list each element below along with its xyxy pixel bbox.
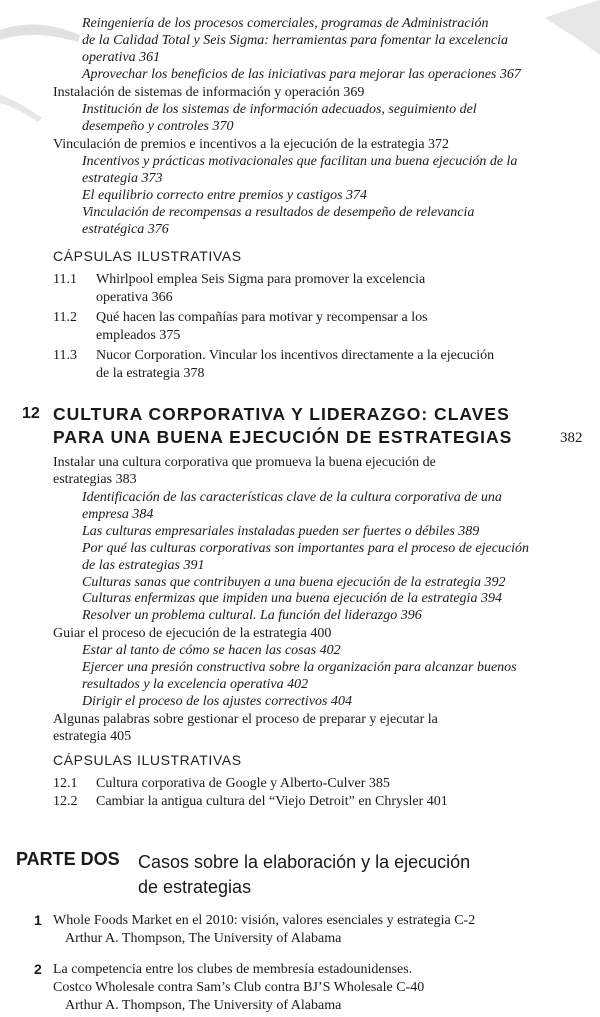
scan-smudge-top-left [0, 0, 90, 140]
toc-entry: estrategias 383 [53, 472, 137, 487]
chapter-number: 12 [22, 405, 40, 422]
capsula-number: 11.1 [53, 272, 77, 287]
case-number: 2 [34, 961, 42, 977]
toc-entry: Guiar el proceso de ejecución de la estrategia 400 [53, 626, 332, 641]
toc-subentry: Por qué las culturas corporativas son importantes para el proceso de ejecución [82, 541, 530, 556]
capsula-title: operativa 366 [96, 290, 173, 305]
case-title: Costco Wholesale contra Sam’s Club contra BJ’S Wholesale C-40 [53, 980, 425, 995]
capsulas-heading: CÁPSULAS ILUSTRATIVAS [53, 248, 242, 264]
capsula-number: 12.1 [53, 776, 78, 791]
case-title: La competencia entre los clubes de membresía estadounidenses. [53, 962, 413, 977]
toc-entry: Instalación de sistemas de información y operación 369 [53, 85, 365, 100]
toc-subentry: El equilibrio correcto entre premios y castigos 374 [82, 188, 368, 203]
case-author: Arthur A. Thompson, The University of Alabama [65, 998, 342, 1013]
toc-subentry: Reingeniería de los procesos comerciales, programas de Administración [82, 16, 489, 31]
toc-subentry: operativa 361 [82, 50, 161, 65]
toc-entry: Instalar una cultura corporativa que promueva la buena ejecución de [53, 455, 436, 470]
capsula-title: de la estrategia 378 [96, 366, 205, 381]
toc-subentry: Ejercer una presión constructiva sobre la organización para alcanzar buenos [82, 660, 517, 675]
part-label: PARTE DOS [16, 849, 120, 869]
capsula-title: Qué hacen las compañías para motivar y recompensar a los [96, 310, 428, 325]
toc-subentry: resultados y la excelencia operativa 402 [82, 677, 309, 692]
capsula-number: 12.2 [53, 794, 78, 809]
capsula-title: empleados 375 [96, 328, 181, 343]
toc-subentry: de las estrategias 391 [82, 558, 205, 573]
toc-subentry: Estar al tanto de cómo se hacen las cosas 402 [82, 643, 341, 658]
capsula-number: 11.3 [53, 348, 77, 363]
toc-subentry: Dirigir el proceso de los ajustes correctivos 404 [82, 694, 352, 709]
toc-subentry: Culturas sanas que contribuyen a una buena ejecución de la estrategia 392 [82, 575, 506, 590]
toc-subentry: desempeño y controles 370 [82, 119, 234, 134]
toc-entry: Algunas palabras sobre gestionar el proceso de preparar y ejecutar la [53, 712, 438, 727]
toc-subentry: Vinculación de recompensas a resultados de desempeño de relevancia [82, 205, 475, 220]
capsula-title: Nucor Corporation. Vincular los incentivos directamente a la ejecución [96, 348, 495, 363]
toc-subentry: Las culturas empresariales instaladas pueden ser fuertes o débiles 389 [82, 524, 480, 539]
chapter-title: CULTURA CORPORATIVA Y LIDERAZGO: CLAVES [53, 404, 510, 424]
chapter-title: PARA UNA BUENA EJECUCIÓN DE ESTRATEGIAS [53, 427, 513, 447]
capsula-number: 11.2 [53, 310, 77, 325]
case-title: Whole Foods Market en el 2010: visión, valores esenciales y estrategia C-2 [53, 913, 476, 928]
toc-subentry: Resolver un problema cultural. La función del liderazgo 396 [82, 608, 422, 623]
toc-subentry: empresa 384 [82, 507, 154, 522]
toc-subentry: Aprovechar los beneficios de las iniciativas para mejorar las operaciones 367 [82, 67, 521, 82]
toc-subentry: Institución de los sistemas de información adecuados, seguimiento del [82, 102, 477, 117]
toc-subentry: estrategia 373 [82, 171, 163, 186]
scan-smudge-top-right [500, 0, 600, 70]
chapter-page: 382 [560, 430, 583, 446]
toc-subentry: Identificación de las características clave de la cultura corporativa de una [82, 490, 502, 505]
capsula-title: Whirlpool emplea Seis Sigma para promover la excelencia [96, 272, 426, 287]
toc-subentry: Culturas enfermizas que impiden una buena ejecución de la estrategia 394 [82, 591, 502, 606]
part-title: de estrategias [138, 877, 252, 897]
capsulas-heading: CÁPSULAS ILUSTRATIVAS [53, 752, 242, 768]
toc-entry: estrategia 405 [53, 729, 132, 744]
case-author: Arthur A. Thompson, The University of Alabama [65, 931, 342, 946]
toc-subentry: Incentivos y prácticas motivacionales que facilitan una buena ejecución de la [82, 154, 518, 169]
capsula-title: Cambiar la antigua cultura del “Viejo Detroit” en Chrysler 401 [96, 794, 448, 809]
toc-subentry: de la Calidad Total y Seis Sigma: herramientas para fomentar la excelencia [82, 33, 509, 48]
case-number: 1 [34, 912, 42, 928]
part-title: Casos sobre la elaboración y la ejecución [138, 852, 471, 872]
capsula-title: Cultura corporativa de Google y Alberto-Culver 385 [96, 776, 390, 791]
toc-entry: Vinculación de premios e incentivos a la ejecución de la estrategia 372 [53, 137, 450, 152]
toc-subentry: estratégica 376 [82, 222, 169, 237]
